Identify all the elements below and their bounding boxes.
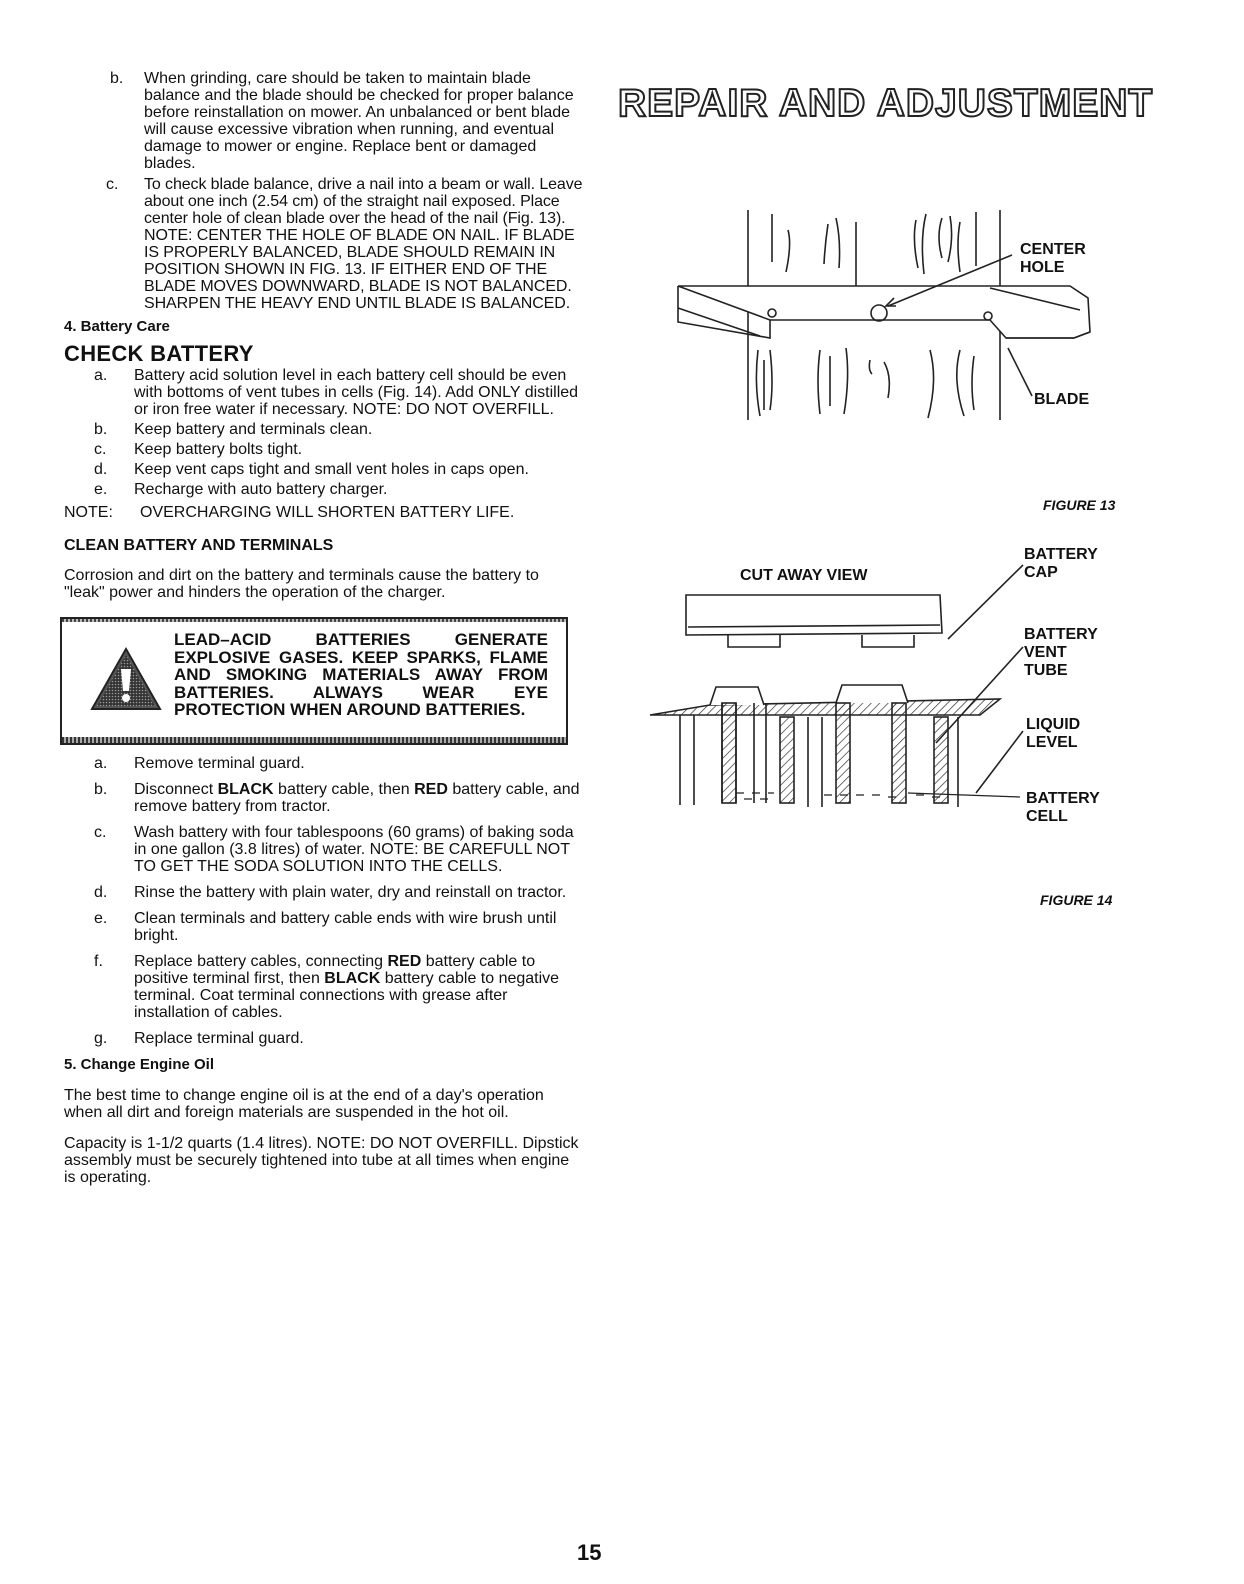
- text-part: Replace battery cables, connecting: [134, 953, 388, 970]
- label-blade: BLADE: [1034, 391, 1090, 408]
- list-item: [94, 1030, 584, 1047]
- text-part: battery cable to negative terminal. Coat terminal connections with grease after installation of cables.: [134, 970, 560, 1021]
- list-item: [94, 910, 584, 944]
- label-vent-3: TUBE: [1024, 662, 1068, 679]
- list-text: [134, 781, 584, 815]
- list-text: Battery acid solution level in each battery cell should be even with bottoms of vent tubes in cells (Fig. 14). Add ONLY distilled or iron free water if necessary. NOTE: DO NOT OVERFILL.: [134, 367, 579, 418]
- list-item: [94, 953, 584, 1021]
- list-item: [94, 421, 584, 438]
- text-bold: RED: [387, 953, 422, 970]
- text-bold: BLACK: [217, 781, 274, 798]
- heading-clean-battery: CLEAN BATTERY AND TERMINALS: [64, 537, 334, 554]
- note-label: NOTE:: [64, 504, 113, 521]
- check-battery-list: [64, 367, 584, 498]
- list-letter: g.: [94, 1030, 108, 1047]
- section-change-oil: 5. Change Engine Oil: [64, 1056, 215, 1073]
- list-letter: c.: [94, 824, 107, 841]
- figure-13-caption: FIGURE 13: [1043, 497, 1116, 513]
- overcharge-note: [64, 504, 584, 521]
- list-text: When grinding, care should be taken to maintain blade balance and the blade should be checked for proper balance before reinstallation on mower. An unbalanced or bent blade will cause excessive vibration when running, and eventual damage to mower or engine. Replace bent or damaged blades.: [144, 70, 574, 172]
- list-letter: c.: [94, 441, 107, 458]
- list-text: Keep vent caps tight and small vent holes in caps open.: [134, 461, 529, 478]
- list-text: Rinse the battery with plain water, dry and reinstall on tractor.: [134, 884, 567, 901]
- list-text: To check blade balance, drive a nail into a beam or wall. Leave about one inch (2.54 cm) of the straight nail exposed. Place center hole of clean blade over the head of the nail (Fig. 13). NOTE: CENTER THE HOLE OF BLADE ON NAIL. IF BLADE IS PROPERLY BALANCED, BLADE SHOULD REMAIN IN POSITION SHOWN IN FIG. 13. IF EITHER END OF THE BLADE MOVES DOWNWARD, BLADE IS NOT BALANCED. SHARPEN THE HEAVY END UNTIL BLADE IS BALANCED.: [144, 176, 583, 312]
- blade-step-c: [106, 176, 584, 312]
- note-text: OVERCHARGING WILL SHORTEN BATTERY LIFE.: [140, 504, 515, 521]
- label-liquid-2: LEVEL: [1026, 734, 1078, 751]
- label-cell-2: CELL: [1026, 808, 1068, 825]
- list-text: Clean terminals and battery cable ends with wire brush until bright.: [134, 910, 557, 944]
- list-item: [94, 461, 584, 478]
- list-letter: d.: [94, 461, 108, 478]
- oil-paragraph-2: Capacity is 1-1/2 quarts (1.4 litres). NOTE: DO NOT OVERFILL. Dipstick assembly must be securely tightened into tube at all times when engine is operating.: [64, 1135, 579, 1186]
- list-item: [94, 884, 584, 901]
- blade-step-b: [110, 70, 584, 172]
- heading-check-battery: CHECK BATTERY: [64, 341, 254, 366]
- text-bold: RED: [414, 781, 448, 798]
- figure-14-caption: FIGURE 14: [1040, 892, 1113, 908]
- clean-intro: Corrosion and dirt on the battery and terminals cause the battery to "leak" power and hinders the operation of the charger.: [64, 567, 539, 601]
- list-text: Replace terminal guard.: [134, 1030, 304, 1047]
- figure-14-battery-diagram: [640, 535, 1140, 835]
- list-letter: f.: [94, 953, 103, 970]
- list-letter: b.: [94, 781, 108, 798]
- label-battery-cap-2: CAP: [1024, 564, 1058, 581]
- list-letter: b.: [110, 70, 124, 87]
- list-text: Wash battery with four tablespoons (60 grams) of baking soda in one gallon (3.8 litres) of water. NOTE: BE CAREFULL NOT TO GET THE SODA SOLUTION INTO THE CELLS.: [134, 824, 574, 875]
- label-center: CENTER: [1020, 241, 1086, 258]
- text-part: battery cable, then: [273, 781, 415, 798]
- label-cell-1: BATTERY: [1026, 790, 1100, 807]
- list-letter: d.: [94, 884, 108, 901]
- list-letter: b.: [94, 421, 108, 438]
- warning-triangle-icon: [90, 647, 162, 711]
- list-text: [134, 953, 584, 1021]
- list-letter: c.: [106, 176, 119, 193]
- clean-steps-list: [64, 755, 584, 1047]
- label-vent-1: BATTERY: [1024, 626, 1098, 643]
- page-number: 15: [577, 1540, 602, 1565]
- text-part: battery cable to positive terminal first, then: [134, 953, 536, 987]
- list-item: [94, 481, 584, 498]
- text-part: battery cable, and remove battery from tractor.: [134, 781, 580, 815]
- list-text: Keep battery bolts tight.: [134, 441, 303, 458]
- text-bold: BLACK: [324, 970, 381, 987]
- list-text: Keep battery and terminals clean.: [134, 421, 373, 438]
- list-letter: a.: [94, 755, 108, 772]
- list-letter: e.: [94, 910, 108, 927]
- list-item: [94, 755, 584, 772]
- warning-text: LEAD–ACID BATTERIES GENERATE EXPLOSIVE GASES. KEEP SPARKS, FLAME AND SMOKING MATERIALS AWAY FROM BATTERIES. ALWAYS WEAR EYE PROTECTION WHEN AROUND BATTERIES.: [174, 630, 548, 719]
- figure-13-blade-diagram: [660, 200, 1130, 440]
- list-text: Remove terminal guard.: [134, 755, 305, 772]
- left-column: [64, 70, 584, 1186]
- page-title: REPAIR AND ADJUSTMENT: [618, 82, 1154, 125]
- list-item: [94, 781, 584, 815]
- label-vent-2: VENT: [1024, 644, 1067, 661]
- text-part: Disconnect: [134, 781, 218, 798]
- section-battery-care: 4. Battery Care: [64, 318, 170, 335]
- list-item: [94, 367, 584, 418]
- list-item: [94, 824, 584, 875]
- label-battery-cap-1: BATTERY: [1024, 546, 1098, 563]
- warning-box: [60, 617, 568, 745]
- list-text: Recharge with auto battery charger.: [134, 481, 388, 498]
- label-cutaway: CUT AWAY VIEW: [740, 567, 868, 584]
- list-item: [94, 441, 584, 458]
- label-hole: HOLE: [1020, 259, 1065, 276]
- label-liquid-1: LIQUID: [1026, 716, 1081, 733]
- list-letter: e.: [94, 481, 108, 498]
- oil-paragraph-1: The best time to change engine oil is at the end of a day's operation when all dirt and foreign materials are suspended in the hot oil.: [64, 1087, 544, 1121]
- list-letter: a.: [94, 367, 108, 384]
